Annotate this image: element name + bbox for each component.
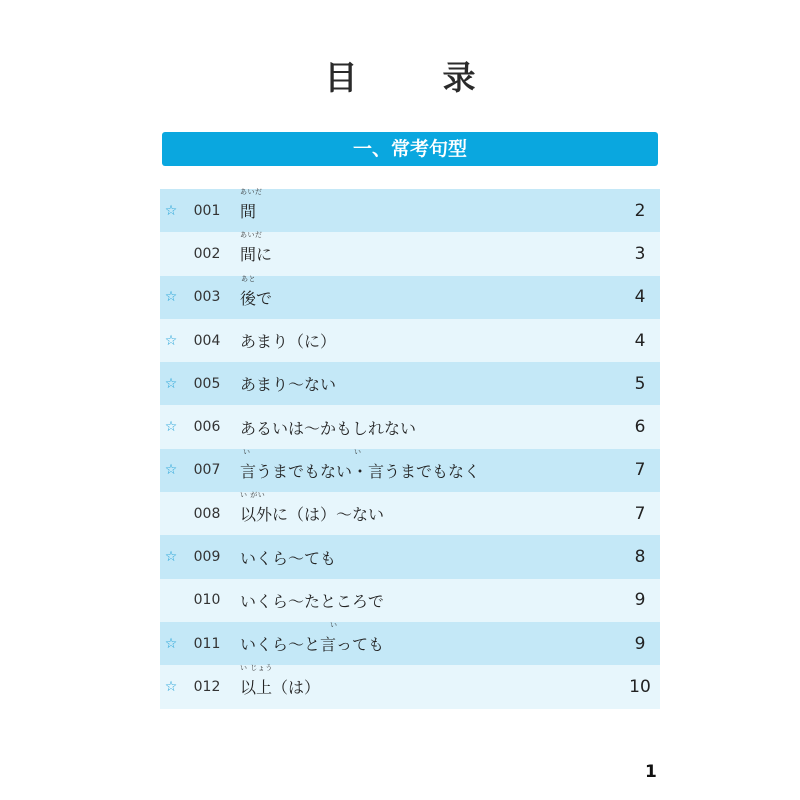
entry-page: 4 [634,330,646,351]
star-icon: ☆ [164,375,178,392]
entry-title: あと 後で [240,274,273,308]
entry-page: 5 [634,373,646,394]
entry-number: 004 [193,332,221,349]
entry-page: 7 [634,503,646,524]
toc-row[interactable] [160,319,660,362]
entry-title: い い 言うまでもない・言うまでもなく [240,447,481,481]
toc-row[interactable] [160,622,660,665]
toc-row[interactable] [160,232,660,275]
entry-page: 9 [634,590,646,611]
toc-row[interactable] [160,492,660,535]
entry-title: あいだ 間 [240,188,263,222]
entry-page: 7 [634,460,646,481]
toc-row[interactable] [160,579,660,622]
table-of-contents [160,189,660,709]
entry-number: 002 [193,245,221,262]
toc-row[interactable] [160,665,660,708]
star-icon: ☆ [164,549,178,566]
entry-page: 6 [634,417,646,438]
star-icon: ☆ [164,289,178,306]
toc-row[interactable] [160,405,660,448]
entry-page: 2 [634,200,646,221]
star-icon: ☆ [164,635,178,652]
entry-title: い がい 以外に（は）～ない [240,491,385,525]
toc-row[interactable] [160,189,660,232]
entry-page: 10 [629,676,651,697]
entry-number: 011 [193,635,221,652]
entry-number: 010 [193,592,221,609]
furigana: い [330,621,338,630]
toc-row[interactable] [160,362,660,405]
entry-title: あるいは～かもしれない [240,418,417,438]
entry-title: あいだ 間に [240,231,273,265]
entry-number: 005 [193,375,221,392]
page-number: 1 [645,762,657,782]
entry-number: 006 [193,419,221,436]
entry-page: 9 [634,633,646,654]
star-icon: ☆ [164,419,178,436]
furigana: い がい [240,491,266,500]
furigana: あいだ [240,231,263,240]
page-title: 目 录 [324,58,502,97]
entry-number: 008 [193,505,221,522]
furigana: い [243,447,251,456]
furigana: い じょう [240,664,273,673]
entry-title: い じょう 以上（は） [240,664,321,698]
entry-page: 3 [634,243,646,264]
entry-title: いくら～ても [240,548,337,568]
entry-number: 003 [193,289,221,306]
entry-number: 001 [193,202,221,219]
star-icon: ☆ [164,678,178,695]
entry-page: 4 [634,287,646,308]
entry-title: いくら～たところで [240,591,384,611]
entry-title: あまり（に） [240,332,337,352]
entry-title: い いくら～と言っても [240,621,385,655]
entry-page: 8 [634,547,646,568]
furigana: い [354,447,362,456]
toc-row[interactable] [160,535,660,578]
star-icon: ☆ [164,202,178,219]
entry-title: あまり～ない [240,375,337,395]
entry-number: 012 [193,678,221,695]
star-icon: ☆ [164,332,178,349]
toc-row[interactable] [160,449,660,492]
furigana: あと [241,274,256,283]
toc-row[interactable] [160,276,660,319]
star-icon: ☆ [164,462,178,479]
entry-number: 009 [193,549,221,566]
furigana: あいだ [240,188,263,197]
entry-number: 007 [193,462,221,479]
section-header: 一、常考句型 [162,132,658,166]
